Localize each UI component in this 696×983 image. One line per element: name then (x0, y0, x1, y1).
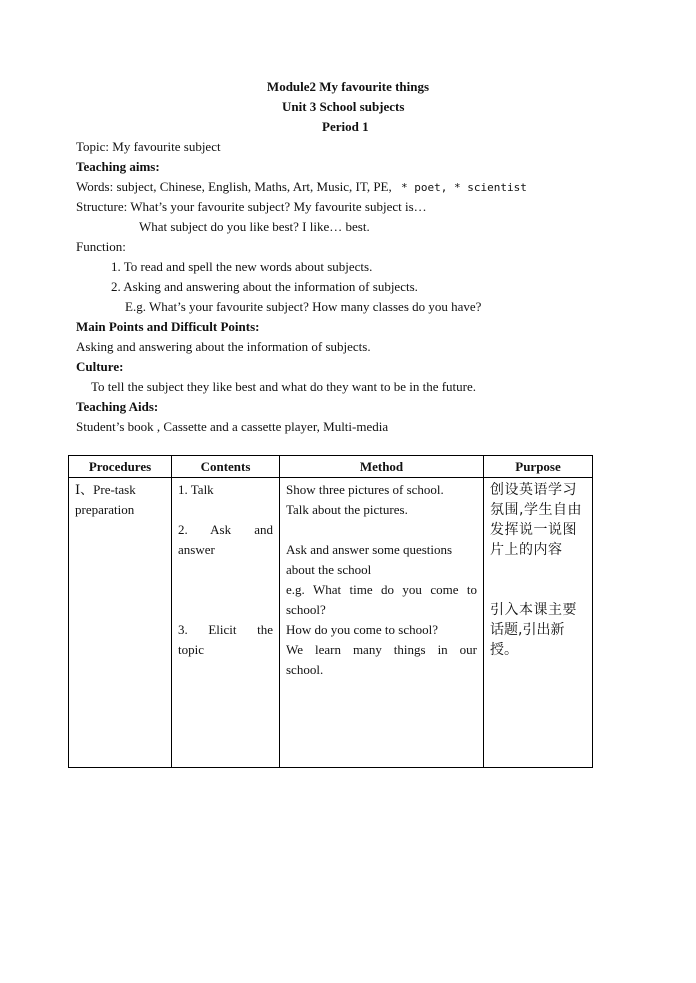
function-item-1: 1. To read and spell the new words about subjects. (111, 259, 373, 274)
header-procedures: Procedures (69, 456, 172, 478)
method-line: school? (286, 602, 326, 617)
method-line: Show three pictures of school. (286, 482, 444, 497)
purpose-cell (484, 478, 593, 768)
unit-title: Unit 3 School subjects (282, 99, 405, 114)
procedure-line: Ⅰ、Pre-task (75, 482, 136, 497)
culture-text: To tell the subject they like best and what do they want to be in the future. (91, 379, 477, 394)
purpose-line: 氛围,学生自由 (490, 502, 582, 518)
method-line: Ask and answer some questions (286, 542, 453, 557)
method-line: Talk about the pictures. (286, 502, 408, 517)
culture-heading: Culture: (76, 359, 124, 374)
table-header-row (69, 456, 593, 478)
header-purpose: Purpose (484, 456, 593, 478)
contents-item-ask-cont: answer (178, 542, 215, 557)
purpose-line: 话题,引出新授。 (490, 622, 565, 658)
period-title: Period 1 (322, 119, 369, 134)
structure-line-1: Structure: What’s your favourite subject? My favourite subject is… (76, 199, 427, 214)
method-line: school. (286, 662, 324, 677)
procedure-line: preparation (75, 502, 135, 517)
header-method: Method (280, 456, 484, 478)
purpose-line: 引入本课主要 (490, 602, 577, 618)
purpose-line: 片上的内容 (490, 542, 563, 558)
structure-line-2: What subject do you like best? I like… best. (139, 219, 370, 234)
teaching-aids-heading: Teaching Aids: (76, 399, 159, 414)
words-extra: * poet, * scientist (401, 181, 527, 194)
topic-line: Topic: My favourite subject (76, 139, 221, 154)
main-points-text: Asking and answering about the information of subjects. (76, 339, 371, 354)
contents-item-elicit: 3. Elicit the (178, 622, 273, 637)
procedure-cell (69, 478, 172, 768)
words-text: Words: subject, Chinese, English, Maths, Art, Music, IT, PE, (76, 179, 392, 194)
module-title: Module2 My favourite things (266, 79, 430, 94)
contents-item-elicit-cont: topic (178, 642, 204, 657)
contents-cell (172, 478, 280, 768)
method-line: about the school (286, 562, 372, 577)
header-contents: Contents (172, 456, 280, 478)
function-heading: Function: (76, 239, 126, 254)
teaching-aims-heading: Teaching aims: (76, 159, 160, 174)
method-line: e.g. What time do you come to (286, 582, 477, 597)
contents-item-ask: 2. Ask and (178, 522, 273, 537)
teaching-aids-text: Student’s book , Cassette and a cassette player, Multi-media (76, 419, 389, 434)
table-row (69, 478, 593, 768)
main-points-heading: Main Points and Difficult Points: (76, 319, 260, 334)
function-example: E.g. What’s your favourite subject? How many classes do you have? (125, 299, 482, 314)
contents-item-talk: 1. Talk (178, 482, 214, 497)
function-item-2: 2. Asking and answering about the information of subjects. (111, 279, 418, 294)
method-line: How do you come to school? (286, 622, 439, 637)
lesson-plan-table (68, 455, 593, 768)
words-line (76, 178, 527, 197)
purpose-line: 发挥说一说图 (490, 522, 577, 538)
method-line: We learn many things in our (286, 642, 477, 657)
purpose-line: 创设英语学习 (490, 482, 577, 498)
method-cell (280, 478, 484, 768)
